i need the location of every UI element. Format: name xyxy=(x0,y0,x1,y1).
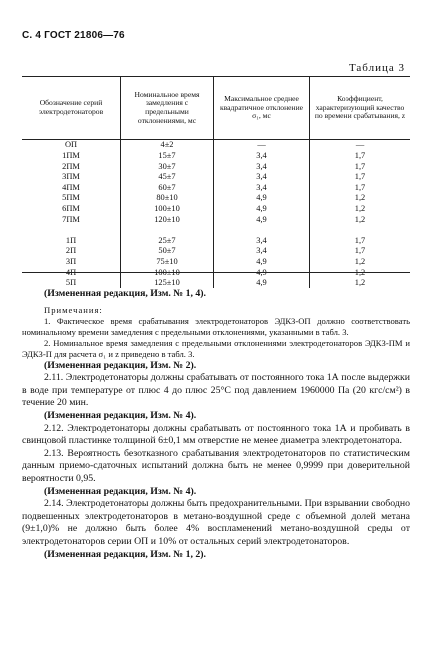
z-cell: 1,2 xyxy=(310,193,411,204)
delay-cell: 120±10 xyxy=(121,214,214,225)
table-row xyxy=(22,161,410,172)
sigma-cell: 4,9 xyxy=(214,257,310,268)
z-cell: 1,7 xyxy=(310,161,411,172)
table-row xyxy=(22,246,410,257)
table-row xyxy=(22,151,410,162)
table-row xyxy=(22,278,410,289)
revision-note: (Измененная редакция, Изм. № 1, 4). xyxy=(44,288,206,299)
table-bottom-rule xyxy=(22,272,410,273)
series-cell: 3ПМ xyxy=(62,172,80,182)
page-header: С. 4 ГОСТ 21806—76 xyxy=(22,30,125,41)
delay-cell: 80±10 xyxy=(121,193,214,204)
column-header: Коэффициент, характеризующий качество по времени срабатывания, z xyxy=(310,77,411,140)
series-cell: 1П xyxy=(65,235,77,245)
delay-cell: 75±10 xyxy=(121,257,214,268)
sigma-cell: 3,4 xyxy=(214,246,310,257)
z-cell: 1,2 xyxy=(310,257,411,268)
delay-cell: 4±2 xyxy=(121,140,214,151)
clause-2-14: 2.14. Электродетонаторы должны быть предохранительными. При взрывании свободно подвешенных электродетонаторов в метано-воздушной среде с объемной долей метана (9±1,0)% не должно быть более 4% воспламенений метано-воздушной среды от электродетонаторов серии ОП и 10% от остальных серий электродетонаторов. xyxy=(22,498,410,547)
sigma-cell: 4,9 xyxy=(214,204,310,215)
table-caption: Таблица 3 xyxy=(348,62,405,74)
series-cell: ОП xyxy=(64,140,78,150)
delay-cell: 50±7 xyxy=(121,246,214,257)
series-cell: 7ПМ xyxy=(62,214,80,224)
delay-cell: 60±7 xyxy=(121,182,214,193)
z-cell: 1,7 xyxy=(310,151,411,162)
z-cell: 1,2 xyxy=(310,204,411,215)
series-cell: 4ПМ xyxy=(62,182,80,192)
z-cell: 1,2 xyxy=(310,267,411,278)
series-cell: 5П xyxy=(65,278,77,288)
delay-cell: 100±10 xyxy=(121,267,214,278)
delay-cell: 15±7 xyxy=(121,151,214,162)
revision-note: (Измененная редакция, Изм. № 4). xyxy=(44,485,197,497)
z-cell: — xyxy=(310,140,411,151)
series-cell: 4П xyxy=(65,267,77,277)
notes-title: Примечания: xyxy=(44,304,103,315)
clause-2-11: 2.11. Электродетонаторы должны срабатывать от постоянного тока 1А после выдержки в воде при температуре от плюс 4 до плюс 25°С под давлением 1960000 Па (20 кгс/см²) в течение 20 мин. xyxy=(22,372,410,409)
clause-2-13: 2.13. Вероятность безотказного срабатывания электродетонаторов по статистическим данным приемо-сдаточных испытаний должна быть не менее 0,9999 при доверительной вероятности 0,95. xyxy=(22,447,410,484)
table-row xyxy=(22,193,410,204)
z-cell: 1,7 xyxy=(310,246,411,257)
table-row xyxy=(22,140,410,151)
series-cell: 1ПМ xyxy=(62,151,80,161)
sigma-cell: 3,4 xyxy=(214,151,310,162)
z-cell: 1,7 xyxy=(310,235,411,246)
sigma-cell: 4,9 xyxy=(214,278,310,289)
z-cell: 1,2 xyxy=(310,214,411,225)
clause-2-12: 2.12. Электродетонаторы должны срабатывать от постоянного тока 1А и пробивать в свинцовой пластинке толщиной 6±0,1 мм отверстие не менее диаметра электродетонатора. xyxy=(22,422,410,447)
series-cell: 2ПМ xyxy=(62,161,80,171)
sigma-cell: 4,9 xyxy=(214,214,310,225)
table-row xyxy=(22,204,410,215)
column-header: Обозначение серий электродетонаторов xyxy=(22,77,121,140)
revision-note: (Измененная редакция, Изм. № 2). xyxy=(44,359,197,371)
sigma-cell: 3,4 xyxy=(214,235,310,246)
series-cell: 6ПМ xyxy=(62,204,80,214)
series-table xyxy=(22,76,410,288)
sigma-cell: — xyxy=(214,140,310,151)
body-text xyxy=(22,288,410,561)
column-header: Максимальное среднее квадратичное отклонение σ₁, мс xyxy=(214,77,310,140)
table-header-row xyxy=(22,77,410,140)
table-spacer xyxy=(22,225,410,236)
sigma-cell: 4,9 xyxy=(214,267,310,278)
table-row xyxy=(22,235,410,246)
table-row xyxy=(22,182,410,193)
delay-cell: 100±10 xyxy=(121,204,214,215)
series-cell: 3П xyxy=(65,257,77,266)
z-cell: 1,7 xyxy=(310,172,411,183)
column-header: Номинальное время замедления с предельными отклонениями, мс xyxy=(121,77,214,140)
revision-note: (Измененная редакция, Изм. № 1, 2). xyxy=(44,548,206,560)
series-cell: 2П xyxy=(65,246,77,256)
delay-cell: 45±7 xyxy=(121,172,214,183)
delay-cell: 25±7 xyxy=(121,235,214,246)
z-cell: 1,7 xyxy=(310,182,411,193)
note-paragraph: 2. Номинальное время замедления с предельными отклонениями электродетонаторов ЭДКЗ-ПМ и ЭДКЗ-П для расчета σ₁ и z приведено в табл. 3. xyxy=(22,337,410,359)
delay-cell: 30±7 xyxy=(121,161,214,172)
table-row xyxy=(22,257,410,268)
z-cell: 1,2 xyxy=(310,278,411,289)
sigma-cell: 3,4 xyxy=(214,161,310,172)
delay-cell: 125±10 xyxy=(121,278,214,289)
series-cell: 5ПМ xyxy=(62,193,80,203)
sigma-cell: 3,4 xyxy=(214,182,310,193)
sigma-cell: 4,9 xyxy=(214,193,310,204)
table-row xyxy=(22,214,410,225)
table-row xyxy=(22,172,410,183)
note-paragraph: 1. Фактическое время срабатывания электродетонаторов ЭДКЗ-ОП должно соответствовать номинальному времени замедления с предельными отклонениями, указанными в табл. 3. xyxy=(22,315,410,337)
sigma-cell: 3,4 xyxy=(214,172,310,183)
revision-note: (Измененная редакция, Изм. № 4). xyxy=(44,409,197,421)
